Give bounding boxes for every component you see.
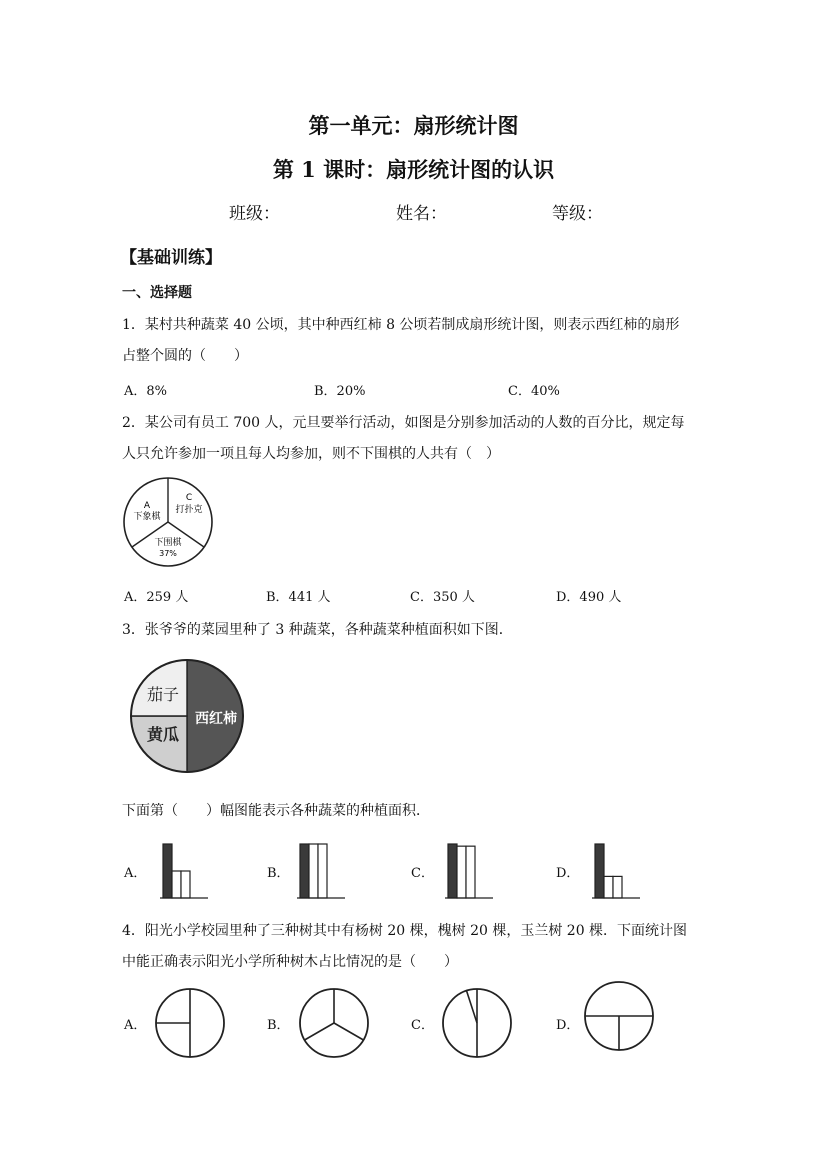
q2-pie-chart	[120, 472, 220, 572]
q3-pie-label-tomato: 西红柿	[195, 711, 237, 727]
q4-option-d[interactable]: D．	[556, 1018, 580, 1033]
q4-pie-a[interactable]	[150, 985, 230, 1061]
q3-pie-label-eggplant: 茄子	[146, 685, 180, 704]
q3-pie-chart	[127, 656, 247, 776]
q3-bar-chart-a[interactable]	[160, 842, 210, 902]
bar-c-3	[466, 846, 475, 898]
bar-c-2	[457, 846, 466, 898]
bar-d-3	[613, 876, 622, 898]
q3-text-line1: 3．张爷爷的菜园里种了 3 种蔬菜，各种蔬菜种植面积如下图．	[122, 622, 513, 638]
bar-b-2	[309, 844, 318, 898]
q2-pie-label-c-letter: C	[185, 493, 193, 503]
q4-text-line1: 4．阳光小学校园里种了三种树其中有杨树 20 棵，槐树 20 棵，玉兰树 20 棵．下面统计图	[122, 923, 688, 939]
q1-text-line1: 1．某村共种蔬菜 40 公顷，其中种西红柿 8 公顷若制成扇形统计图，则表示西红柿的扇形	[122, 317, 680, 333]
q1-option-a[interactable]: A．8%	[124, 384, 168, 399]
q2-pie-label-b-name: 下围棋	[154, 538, 182, 548]
q3-bar-chart-c[interactable]	[445, 842, 495, 902]
q1-option-c[interactable]: C．40%	[508, 384, 560, 399]
q2-pie-label-c-name: 打扑克	[175, 505, 203, 515]
bar-c-1	[448, 844, 457, 898]
q4-option-b[interactable]: B．	[267, 1018, 290, 1033]
q2-option-d[interactable]: D．490 人	[556, 590, 622, 605]
q3-bar-chart-d[interactable]	[592, 842, 642, 902]
q3-option-a[interactable]: A．	[124, 866, 147, 881]
q3-bar-chart-b[interactable]	[297, 842, 347, 902]
q1-option-b[interactable]: B．20%	[314, 384, 366, 399]
q3-option-b[interactable]: B．	[267, 866, 290, 881]
q3-option-d[interactable]: D．	[556, 866, 580, 881]
q4-pie-c[interactable]	[437, 985, 517, 1061]
q4-text-line2: 中能正确表示阳光小学所种树木占比情况的是（ ）	[122, 954, 458, 970]
q2-option-a[interactable]: A．259 人	[124, 590, 189, 605]
q4-pie-d[interactable]	[579, 978, 659, 1054]
bar-a-3	[181, 871, 190, 898]
q4-option-a[interactable]: A．	[124, 1018, 147, 1033]
bar-b-1	[300, 844, 309, 898]
section-title: 【基础训练】	[120, 248, 222, 268]
q3-text-line2: 下面第（ ）幅图能表示各种蔬菜的种植面积．	[122, 803, 430, 819]
page-title: 第一单元：扇形统计图	[308, 113, 519, 138]
q2-pie-label-a-letter: A	[143, 501, 151, 511]
bar-a-1	[163, 844, 172, 898]
q2-text-line2: 人只允许参加一项且每人均参加，则不下围棋的人共有（ ）	[122, 446, 500, 462]
lesson-subtitle: 第 1 课时：扇形统计图的认识	[272, 157, 555, 182]
bar-b-3	[318, 844, 327, 898]
q4-option-c[interactable]: C．	[411, 1018, 434, 1033]
class-label: 班级：	[229, 204, 280, 224]
q4-pie-b[interactable]	[294, 985, 374, 1061]
bar-d-2	[604, 876, 613, 898]
q3-option-c[interactable]: C．	[411, 866, 434, 881]
q2-text-line1: 2．某公司有员工 700 人，元旦要举行活动，如图是分别参加活动的人数的百分比，规定每	[122, 415, 685, 431]
grade-label: 等级：	[552, 204, 603, 224]
name-label: 姓名：	[396, 204, 447, 224]
q2-pie-label-a-name: 下象棋	[133, 512, 161, 522]
q2-option-b[interactable]: B．441 人	[266, 590, 331, 605]
q2-pie-label-b-pct: 37%	[159, 549, 177, 558]
bar-d-1	[595, 844, 604, 898]
bar-a-2	[172, 871, 181, 898]
q3-pie-label-cucumber: 黄瓜	[146, 725, 180, 744]
q1-text-line2: 占整个圆的（ ）	[122, 348, 248, 364]
part-title: 一、选择题	[122, 285, 192, 301]
q2-option-c[interactable]: C．350 人	[410, 590, 475, 605]
